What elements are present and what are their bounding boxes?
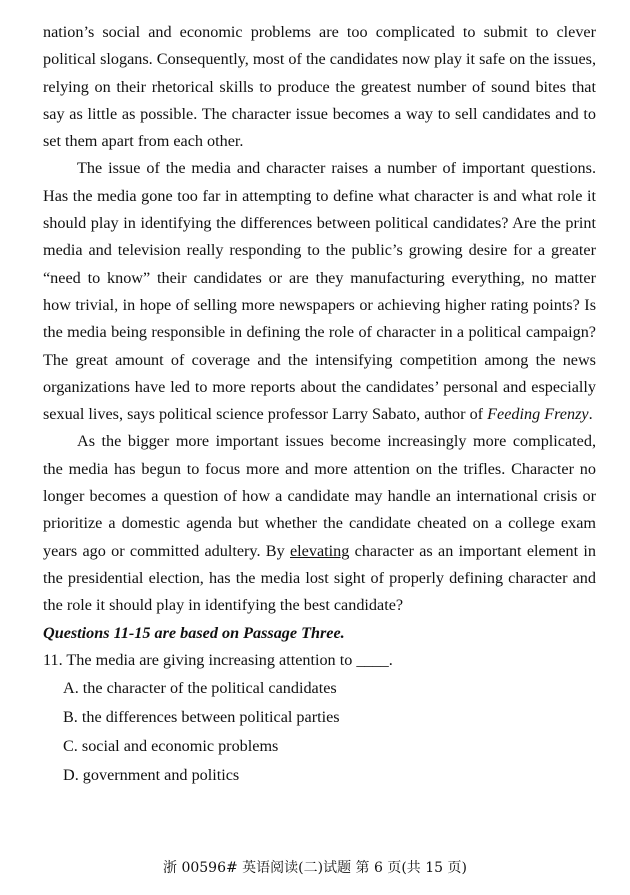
question-text: The media are giving increasing attention to ____. <box>66 650 393 669</box>
page-body <box>43 19 596 790</box>
book-title: Feeding Frenzy <box>487 405 589 424</box>
paragraph-text: nation’s social and economic problems are too complicated to submit to clever political slogans. Consequently, most of the candidates now play it safe on the issues, relying on their rhetorical skills to produce the greatest number of sound bites that say as little as possible. The character issue becomes a way to sell candidates and to set them apart from each other. <box>43 23 596 151</box>
question-stem <box>43 647 596 674</box>
option-d: D. government and politics <box>63 766 240 785</box>
paragraph-text: . <box>588 405 593 424</box>
paragraph-text: The issue of the media and character raises a number of important questions. Has the media gone too far in attempting to define what character is and what role it should play in identifying the differences between political candidates? Are the print media and television really responding to the public’s growing desire for a greater “need to know” their candidates or are they manufacturing everything, no matter how trivial, in hope of selling more newspapers or achieving higher rating points? Is the media being responsible in defining the role of character in a political campaign? The great amount of coverage and the intensifying competition among the news organizations have led to more reports about the candidates’ personal and especially sexual lives, says political science professor Larry Sabato, author of <box>43 159 596 424</box>
questions-heading: Questions 11-15 are based on Passage Three. <box>43 623 345 642</box>
underlined-word: elevating <box>290 541 350 560</box>
option-a: A. the character of the political candidates <box>63 679 337 698</box>
passage-paragraph-1 <box>43 19 596 155</box>
option-c: C. social and economic problems <box>63 737 279 756</box>
paragraph-text: character as an important element in the presidential election, has the media lost sight of properly defining character and the role it should play in identifying the best candidate? <box>43 541 596 615</box>
question-number: 11. <box>43 650 63 669</box>
option-b: B. the differences between political parties <box>63 708 340 727</box>
page-footer: 浙 00596# 英语阅读(二)试题 第 6 页(共 15 页) <box>163 860 467 876</box>
question-11 <box>43 647 596 790</box>
passage-paragraph-3 <box>43 428 596 619</box>
paragraph-text: As the bigger more important issues become increasingly more complicated, the media has begun to focus more and more attention on the trifles. Character no longer becomes a question of how a candidate may handle an international crisis or prioritize a domestic agenda but whether the candidate cheated on a college exam years ago or committed adultery. By <box>43 432 596 560</box>
passage-paragraph-2 <box>43 155 596 428</box>
